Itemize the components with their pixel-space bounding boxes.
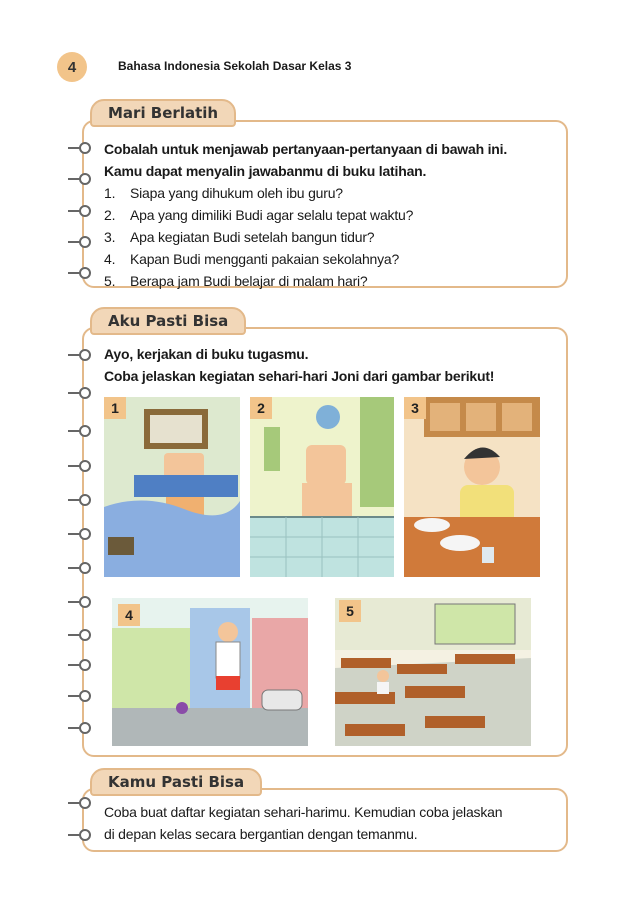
breakfast-illustration-icon	[404, 397, 540, 577]
bathing-illustration-icon	[250, 397, 394, 577]
binder-ring-icon	[68, 460, 90, 472]
waking-up-illustration-icon	[104, 397, 240, 577]
binder-ring-icon	[68, 659, 90, 671]
binder-ring-icon	[68, 829, 90, 841]
picture-number: 1	[104, 397, 126, 419]
section2-content	[104, 343, 494, 387]
binder-ring-icon	[68, 425, 90, 437]
book-title: Bahasa Indonesia Sekolah Dasar Kelas 3	[118, 59, 352, 73]
question-text: Kapan Budi mengganti pakaian sekolahnya?	[130, 251, 400, 267]
instruction-line: Ayo, kerjakan di buku tugasmu.	[104, 346, 309, 362]
question-item	[104, 182, 507, 204]
picture-number: 5	[339, 600, 361, 622]
classroom-illustration-icon	[335, 598, 531, 746]
page-number: 4	[67, 58, 77, 76]
body-line: Coba buat daftar kegiatan sehari-harimu. Kemudian coba jelaskan	[104, 804, 503, 820]
instruction-line: Coba jelaskan kegiatan sehari-hari Joni dari gambar berikut!	[104, 368, 495, 384]
question-text: Apa kegiatan Budi setelah bangun tidur?	[130, 229, 375, 245]
binder-ring-icon	[68, 205, 90, 217]
picture-3-breakfast	[404, 397, 540, 577]
question-text: Berapa jam Budi belajar di malam hari?	[130, 273, 368, 289]
picture-1-waking-up	[104, 397, 240, 577]
walking-to-school-illustration-icon	[112, 598, 308, 746]
body-line: di depan kelas secara bergantian dengan temanmu.	[104, 826, 418, 842]
question-number: 5.	[104, 273, 116, 289]
question-text: Siapa yang dihukum oleh ibu guru?	[130, 185, 343, 201]
page-number-badge	[57, 52, 87, 82]
picture-5-classroom	[335, 598, 531, 746]
binder-ring-icon	[68, 494, 90, 506]
question-item	[104, 270, 507, 292]
binder-ring-icon	[68, 629, 90, 641]
binder-ring-icon	[68, 387, 90, 399]
binder-ring-icon	[68, 562, 90, 574]
question-number: 1.	[104, 185, 116, 201]
binder-ring-icon	[68, 528, 90, 540]
binder-ring-icon	[68, 722, 90, 734]
question-number: 2.	[104, 207, 116, 223]
binder-ring-icon	[68, 142, 90, 154]
section-tab-aku-pasti-bisa: Aku Pasti Bisa	[90, 307, 246, 335]
picture-4-walking-to-school	[112, 598, 308, 746]
picture-number: 2	[250, 397, 272, 419]
picture-number: 4	[118, 604, 140, 626]
section1-content	[104, 138, 507, 292]
section-tab-kamu-pasti-bisa: Kamu Pasti Bisa	[90, 768, 262, 796]
picture-2-bathing	[250, 397, 394, 577]
question-item	[104, 248, 507, 270]
binder-ring-icon	[68, 173, 90, 185]
binder-ring-icon	[68, 236, 90, 248]
binder-ring-icon	[68, 797, 90, 809]
question-number: 3.	[104, 229, 116, 245]
question-text: Apa yang dimiliki Budi agar selalu tepat waktu?	[130, 207, 414, 223]
section3-content	[104, 801, 502, 845]
question-item	[104, 204, 507, 226]
picture-number: 3	[404, 397, 426, 419]
question-number: 4.	[104, 251, 116, 267]
binder-ring-icon	[68, 690, 90, 702]
binder-ring-icon	[68, 349, 90, 361]
section-tab-mari-berlatih: Mari Berlatih	[90, 99, 236, 127]
instruction-line: Kamu dapat menyalin jawabanmu di buku latihan.	[104, 163, 427, 179]
binder-ring-icon	[68, 596, 90, 608]
binder-ring-icon	[68, 267, 90, 279]
question-item	[104, 226, 507, 248]
instruction-line: Cobalah untuk menjawab pertanyaan-pertanyaan di bawah ini.	[104, 141, 508, 157]
